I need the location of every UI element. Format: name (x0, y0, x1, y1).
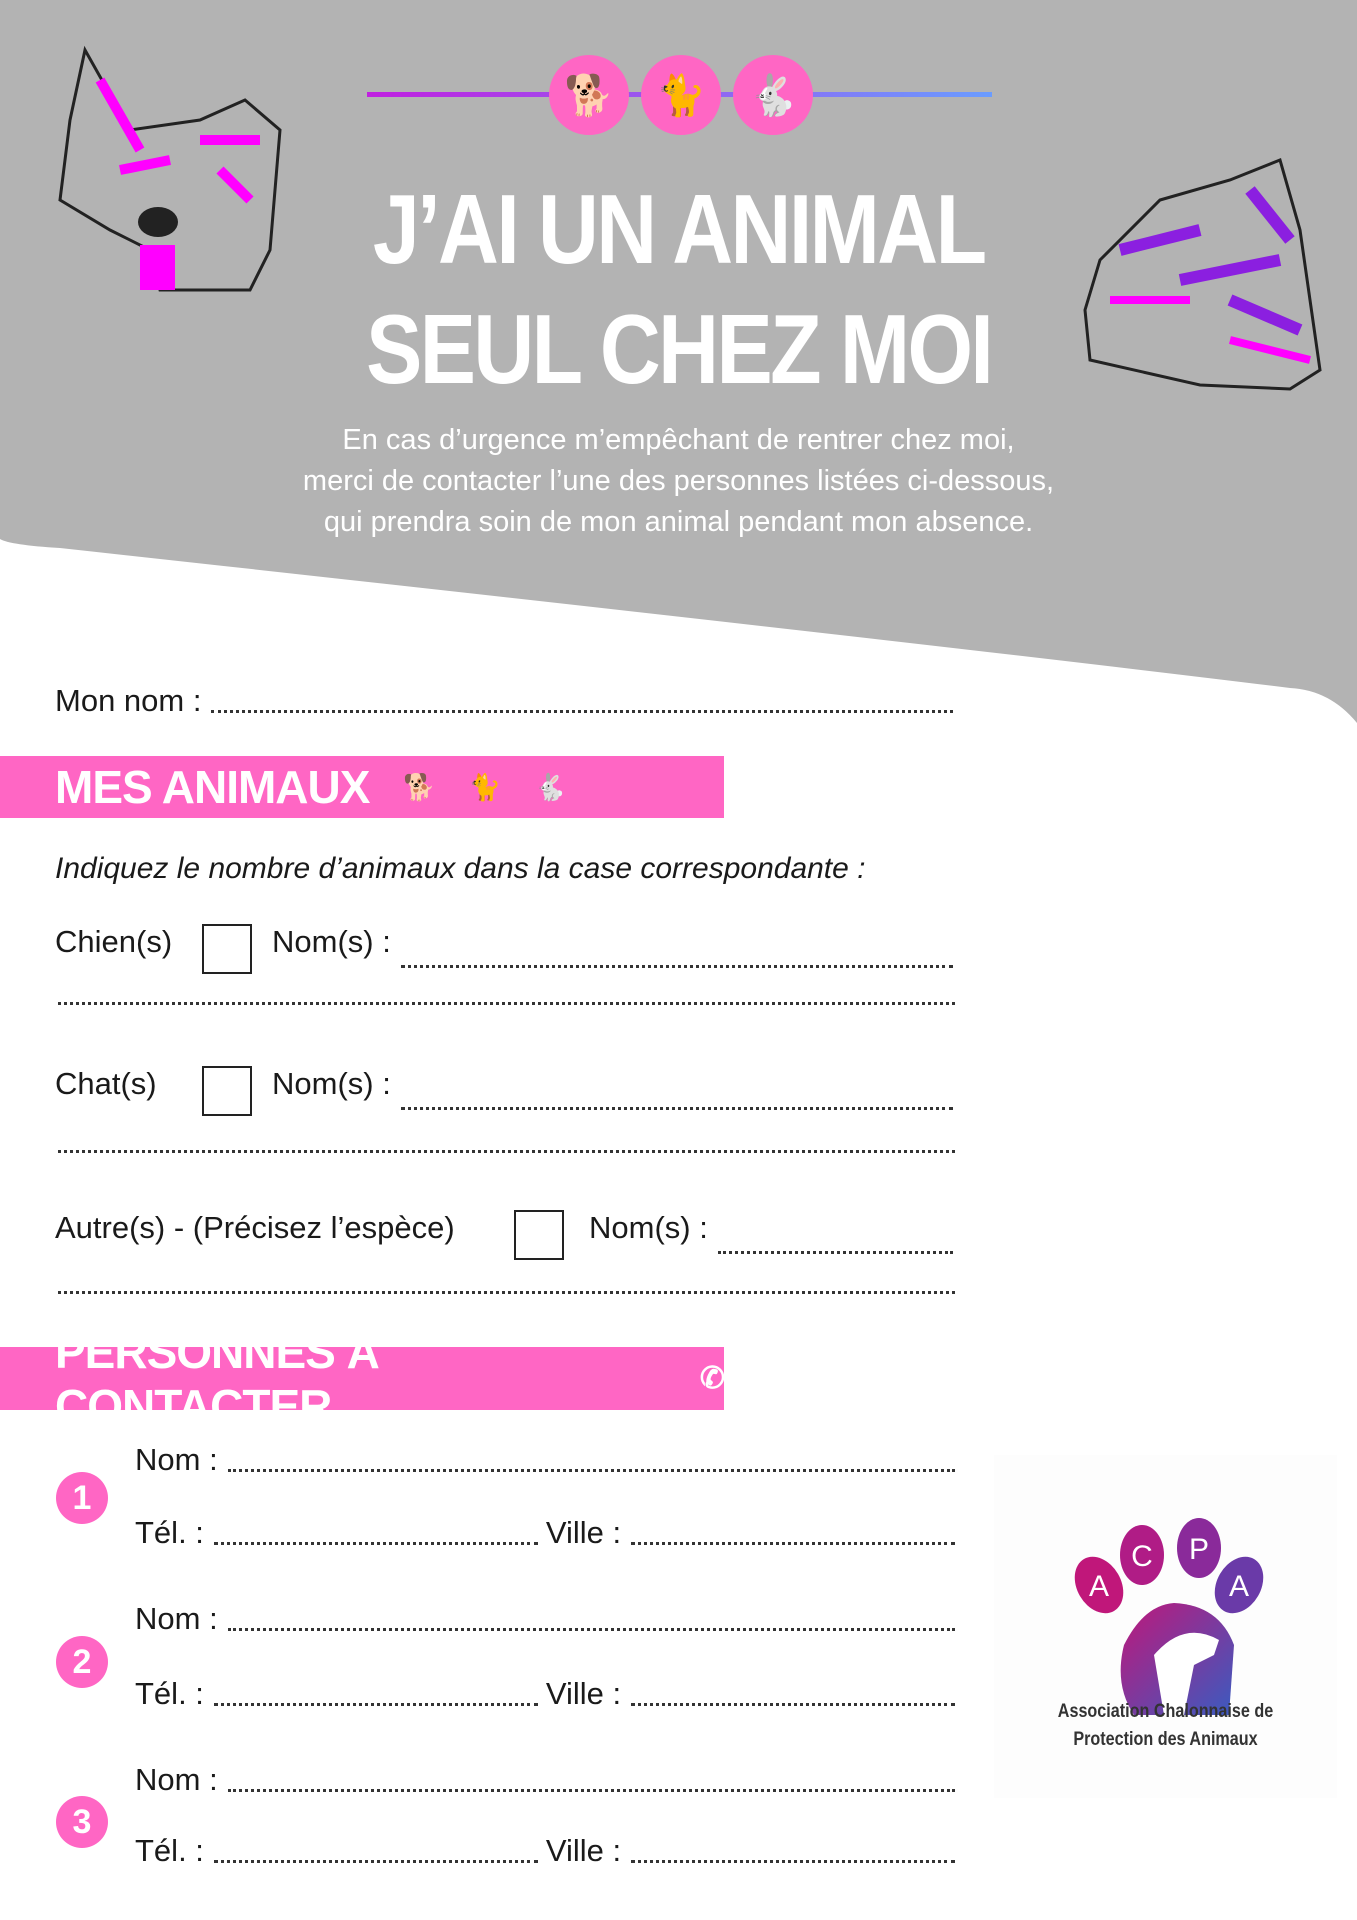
rabbit-icon: 🐇 (534, 771, 566, 802)
subtitle-line3: qui prendra soin de mon animal pendant mon absence. (323, 506, 1034, 538)
tel-label: Tél. : (135, 1676, 204, 1711)
others-label: Autre(s) - (Précisez l’espèce) (55, 1210, 455, 1245)
cats-names-label: Nom(s) : (272, 1066, 391, 1101)
logo-caption-line1: Association Chalonnaise de (1057, 1701, 1274, 1722)
cats-names-field[interactable] (401, 1107, 953, 1110)
animals-banner (0, 756, 724, 818)
subtitle-line1: En cas d’urgence m’empêchant de rentrer chez moi, (342, 424, 1015, 456)
subtitle-line2: merci de contacter l’une des personnes listées ci-dessous, (302, 465, 1055, 497)
name-label: Nom : (135, 1442, 218, 1477)
others-names-line2[interactable] (58, 1291, 955, 1294)
tel-field[interactable] (214, 1860, 538, 1863)
city-label: Ville : (545, 1676, 622, 1711)
owner-name-field[interactable] (55, 683, 953, 719)
dog-icon: 🐕 (403, 771, 435, 802)
cat-icon: 🐈 (641, 55, 721, 135)
dotted-line (228, 1469, 955, 1472)
contacts-heading: PERSONNES À CONTACTER (55, 1325, 379, 1432)
title-line2: SEUL CHEZ MOI (366, 294, 992, 404)
contact-number-1: 1 (56, 1472, 108, 1524)
contact-1-tel-city[interactable] (135, 1515, 955, 1551)
animals-heading: MES ANIMAUX (55, 761, 370, 813)
dogs-row (55, 924, 953, 974)
contacts-banner (0, 1325, 724, 1432)
tel-field[interactable] (214, 1542, 538, 1545)
dogs-names-line2[interactable] (58, 1002, 955, 1005)
others-names-field[interactable] (718, 1251, 953, 1254)
city-field[interactable] (631, 1703, 955, 1706)
others-count-box[interactable] (514, 1210, 564, 1260)
dog-icon: 🐕 (549, 55, 629, 135)
contact-number-3: 3 (56, 1796, 108, 1848)
animals-instruction: Indiquez le nombre d’animaux dans la case correspondante : (55, 852, 866, 885)
contact-number-2: 2 (56, 1636, 108, 1688)
acpa-logo (994, 1455, 1337, 1798)
others-names-label: Nom(s) : (589, 1210, 708, 1245)
dogs-names-field[interactable] (401, 965, 953, 968)
city-label: Ville : (545, 1515, 622, 1550)
tel-label: Tél. : (135, 1833, 204, 1868)
tel-label: Tél. : (135, 1515, 204, 1550)
city-label: Ville : (545, 1833, 622, 1868)
name-label: Nom : (135, 1601, 218, 1636)
dotted-line (228, 1628, 955, 1631)
contact-2-tel-city[interactable] (135, 1676, 955, 1712)
dotted-line (228, 1789, 955, 1792)
dogs-names-label: Nom(s) : (272, 924, 391, 959)
cat-icon: 🐈 (468, 771, 501, 802)
contact-3-name[interactable] (135, 1762, 955, 1798)
svg-text:P: P (1188, 1533, 1210, 1566)
cats-names-line2[interactable] (58, 1150, 955, 1153)
contact-1-name[interactable] (135, 1442, 955, 1478)
contact-2-name[interactable] (135, 1601, 955, 1637)
dotted-line (211, 710, 953, 713)
svg-text:C: C (1131, 1540, 1153, 1573)
tel-field[interactable] (214, 1703, 538, 1706)
cats-count-box[interactable] (202, 1066, 252, 1116)
dogs-count-box[interactable] (202, 924, 252, 974)
rabbit-icon: 🐇 (733, 55, 813, 135)
contact-3-tel-city[interactable] (135, 1833, 955, 1869)
title-line1: J’AI UN ANIMAL (372, 174, 985, 284)
dogs-label: Chien(s) (55, 924, 173, 959)
svg-text:A: A (1088, 1570, 1110, 1603)
city-field[interactable] (631, 1542, 955, 1545)
owner-name-label: Mon nom : (55, 683, 202, 718)
cats-row (55, 1066, 953, 1116)
cats-label: Chat(s) (55, 1066, 157, 1101)
name-label: Nom : (135, 1762, 218, 1797)
logo-caption-line2: Protection des Animaux (1073, 1729, 1258, 1750)
others-row (55, 1210, 953, 1260)
svg-text:A: A (1228, 1570, 1250, 1603)
city-field[interactable] (631, 1860, 955, 1863)
phone-icon: ✆ (699, 1362, 724, 1395)
